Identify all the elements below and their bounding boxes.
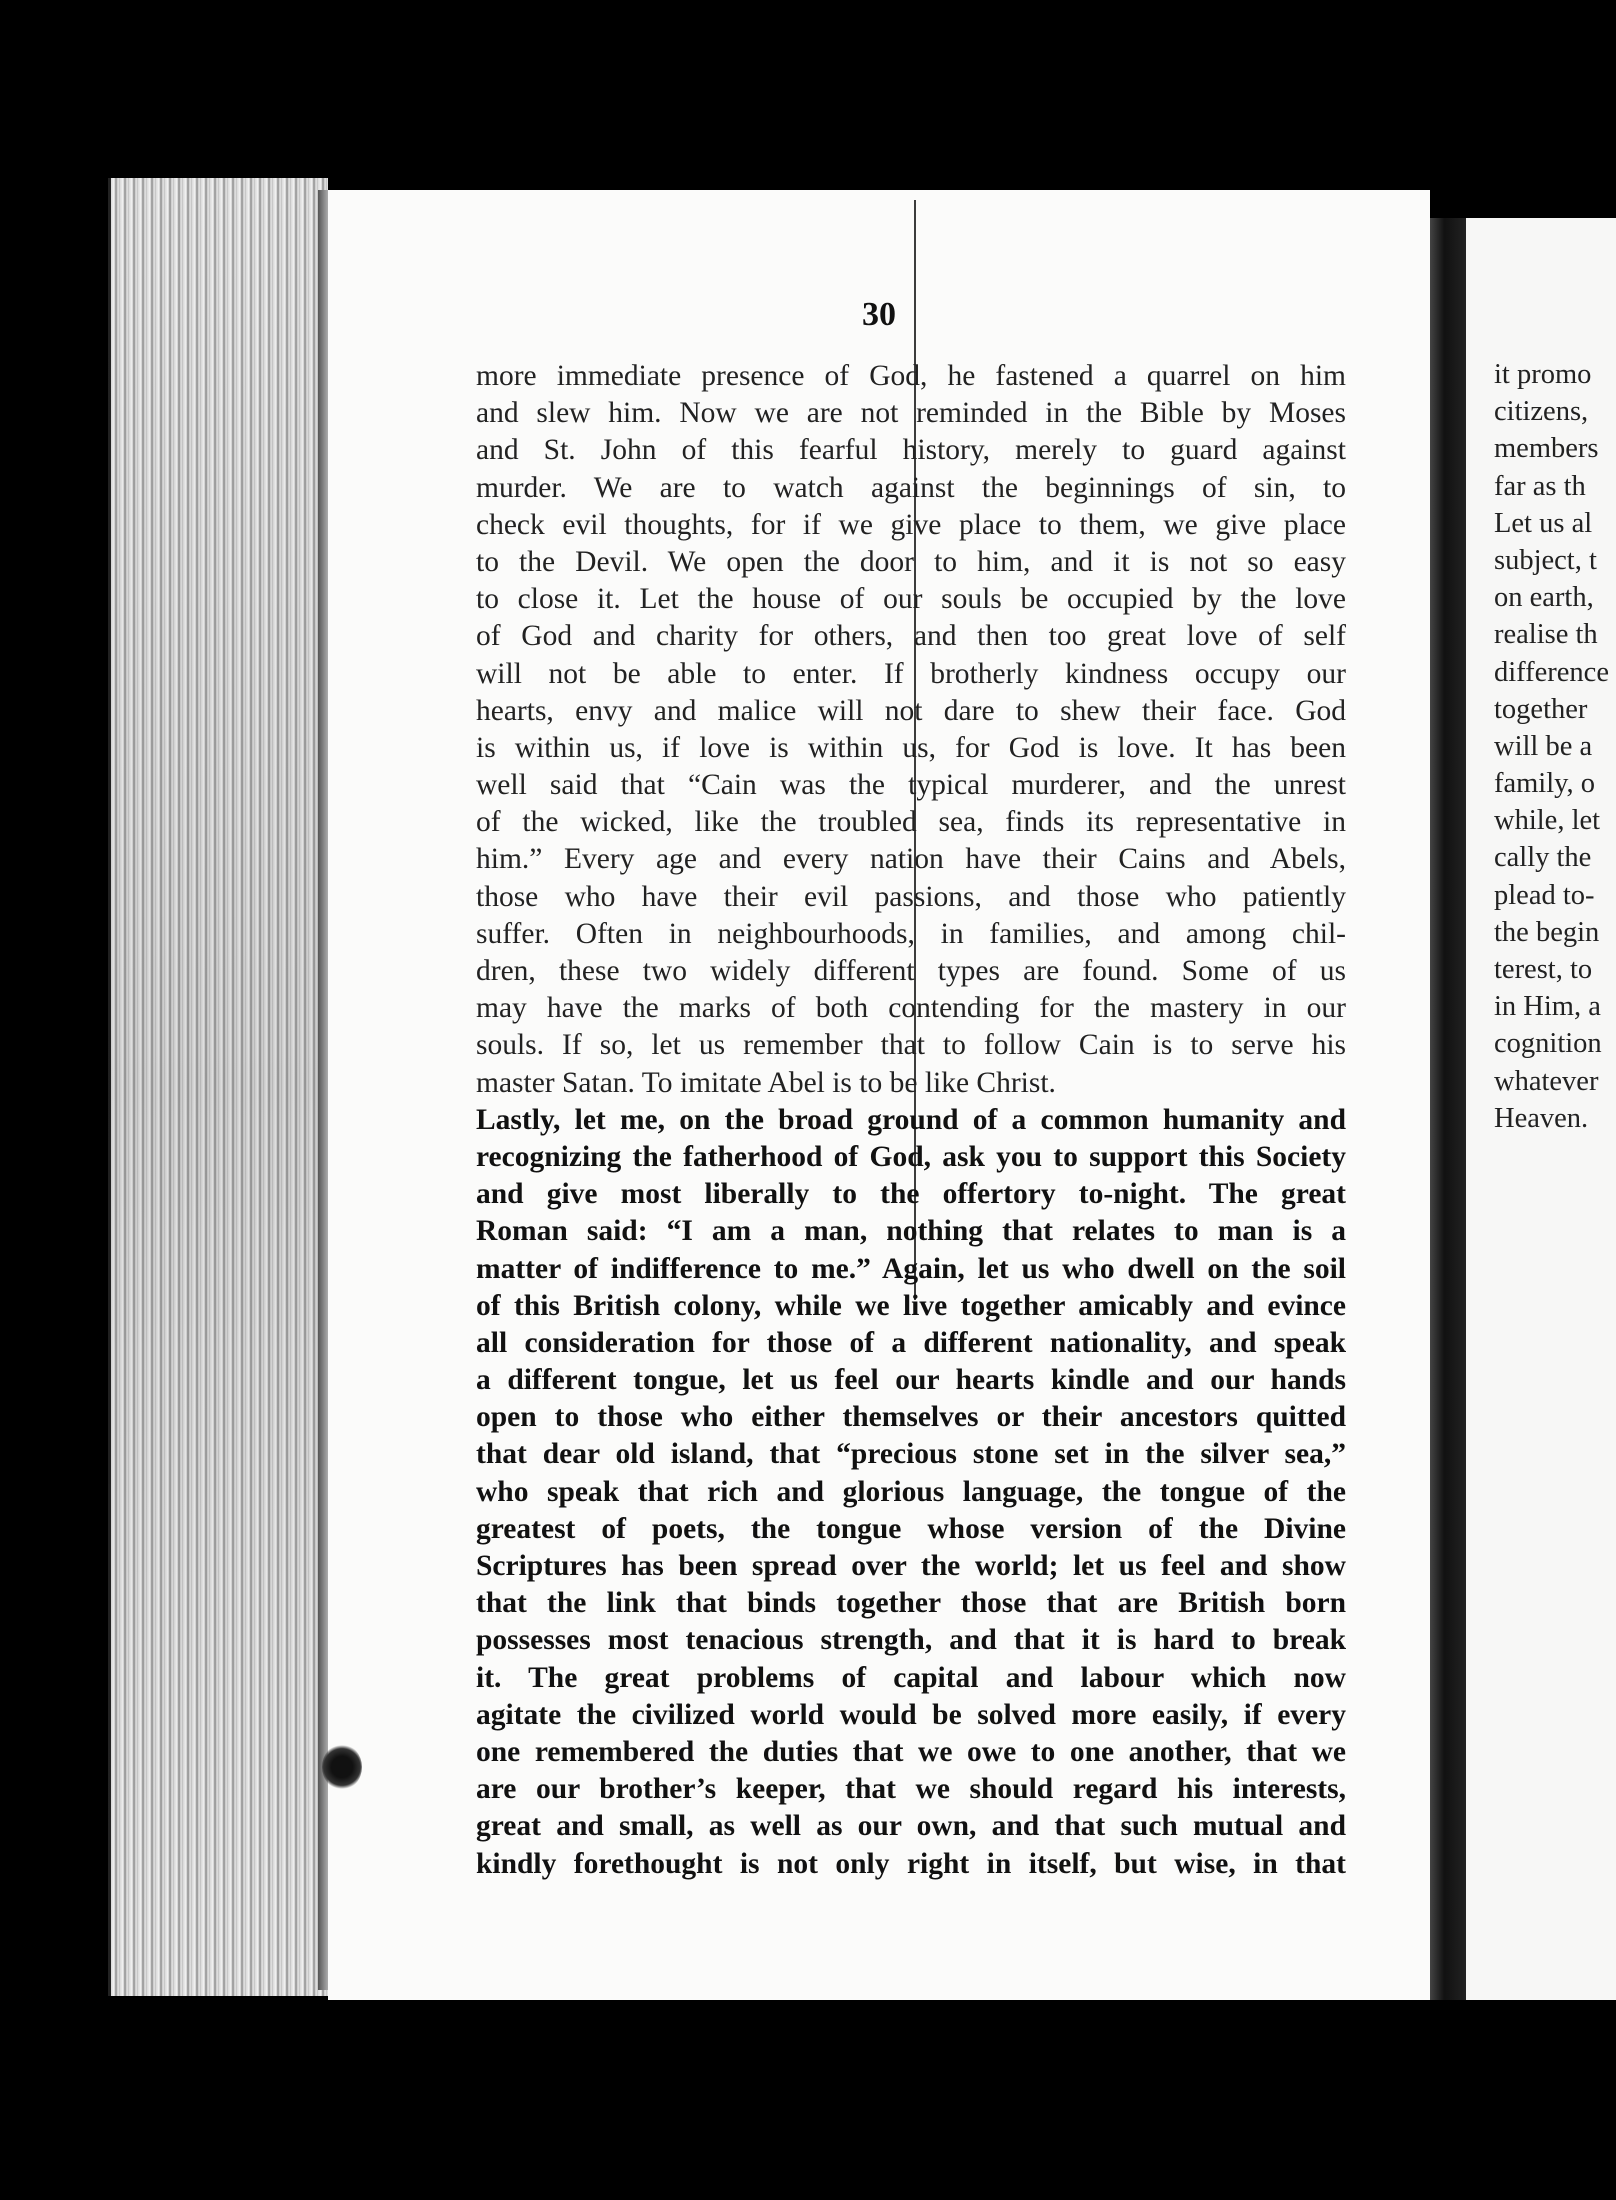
text-line: kindly forethought is not only right in itself, but wise, in that (476, 1847, 1346, 1880)
text-line: master Satan. To imitate Abel is to be like Christ. (476, 1066, 1056, 1099)
text-line: and St. John of this fearful history, merely to guard against (476, 434, 1346, 467)
paragraph-2 (476, 1102, 1346, 1883)
ink-blot-mark (322, 1744, 362, 1790)
text-line: who speak that rich and glorious language, the tongue of the (476, 1475, 1346, 1508)
text-line: subject, t (1494, 544, 1597, 576)
text-line: together (1494, 693, 1588, 725)
text-line: it promo (1494, 359, 1592, 390)
text-line: plead to- (1494, 879, 1595, 911)
text-line: the begin (1494, 916, 1600, 948)
text-line: family, o (1494, 768, 1596, 800)
text-line: far as th (1494, 470, 1586, 502)
body-text (476, 358, 1346, 1883)
text-line: great and small, as well as our own, and that such mutual and (476, 1810, 1346, 1843)
text-line: it. The great problems of capital and labour which now (476, 1661, 1346, 1694)
right-page-text (1494, 356, 1609, 1137)
text-line: matter of indifference to me.” Again, let us who dwell on the soil (476, 1252, 1346, 1285)
text-line: that the link that binds together those that are British born (476, 1587, 1346, 1620)
text-line: Scriptures has been spread over the world; let us feel and show (476, 1550, 1346, 1582)
right-page-sliver (1466, 218, 1616, 2006)
text-line: will not be able to enter. If brotherly kindness occupy our (476, 657, 1346, 690)
text-line: more immediate presence of God, he fastened a quarrel on him (476, 360, 1346, 392)
text-line: well said that “Cain was the typical murderer, and the unrest (476, 769, 1346, 802)
text-line: souls. If so, let us remember that to follow Cain is to serve his (476, 1029, 1346, 1062)
text-line: will be a (1494, 730, 1593, 762)
text-line: cognition (1494, 1028, 1602, 1060)
text-line: to the Devil. We open the door to him, and it is not so easy (476, 545, 1346, 578)
text-line: of the wicked, like the troubled sea, finds its representative in (476, 806, 1346, 839)
text-line: whatever (1494, 1065, 1599, 1097)
text-line: difference (1494, 656, 1609, 688)
text-line: on earth, (1494, 582, 1594, 614)
text-line: Heaven. (1494, 1102, 1589, 1134)
text-line: are our brother’s keeper, that we should regard his interests, (476, 1773, 1346, 1806)
text-line: greatest of poets, the tongue whose version of the Divine (476, 1512, 1346, 1545)
text-line: murder. We are to watch against the beginnings of sin, to (476, 471, 1346, 504)
text-line: cally the (1494, 842, 1592, 874)
text-line: terest, to (1494, 954, 1593, 985)
text-line: suffer. Often in neighbourhoods, in families, and among chil- (476, 917, 1346, 950)
text-line: in Him, a (1494, 991, 1601, 1023)
text-line: while, let (1494, 805, 1601, 837)
text-line: possesses most tenacious strength, and that it is hard to break (476, 1624, 1346, 1657)
text-line: may have the marks of both contending for the mastery in our (476, 992, 1346, 1025)
text-line: Let us al (1494, 507, 1593, 539)
text-line: to close it. Let the house of our souls be occupied by the love (476, 583, 1346, 616)
text-line: those who have their evil passions, and those who patiently (476, 880, 1346, 913)
text-line: one remembered the duties that we owe to one another, that we (476, 1735, 1346, 1768)
text-line: open to those who either themselves or their ancestors quitted (476, 1401, 1346, 1434)
text-line: of this British colony, while we live together amicably and evince (476, 1289, 1346, 1322)
left-page (328, 190, 1430, 2000)
text-line: members (1494, 433, 1599, 465)
text-line: of God and charity for others, and then too great love of self (476, 620, 1346, 653)
text-line: agitate the civilized world would be solved more easily, if every (476, 1698, 1346, 1731)
text-line: hearts, envy and malice will not dare to shew their face. God (476, 694, 1346, 727)
text-line: realise th (1494, 619, 1598, 651)
text-line: dren, these two widely different types are found. Some of us (476, 955, 1346, 987)
paragraph-1 (476, 358, 1346, 1102)
book-gutter (1430, 218, 1466, 2006)
text-line: him.” Every age and every nation have their Cains and Abels, (476, 843, 1346, 876)
text-line: citizens, (1494, 396, 1589, 428)
text-line: Roman said: “I am a man, nothing that relates to man is a (476, 1215, 1346, 1248)
text-line: and give most liberally to the offertory to-night. The great (476, 1178, 1346, 1211)
scan-bottom-border (0, 2000, 1616, 2200)
text-line: is within us, if love is within us, for God is love. It has been (476, 731, 1346, 764)
text-line: all consideration for those of a different nationality, and speak (476, 1326, 1346, 1359)
text-line: recognizing the fatherhood of God, ask you to support this Society (476, 1140, 1346, 1173)
text-line: check evil thoughts, for if we give place to them, we give place (476, 508, 1346, 541)
text-line: a different tongue, let us feel our hearts kindle and our hands (476, 1364, 1346, 1397)
text-line: Lastly, let me, on the broad ground of a common humanity and (476, 1103, 1346, 1136)
text-line: that dear old island, that “precious stone set in the silver sea,” (476, 1438, 1346, 1471)
text-line: and slew him. Now we are not reminded in the Bible by Moses (476, 397, 1346, 430)
page-number: 30 (862, 296, 896, 333)
page-edges-shading (108, 178, 328, 1996)
